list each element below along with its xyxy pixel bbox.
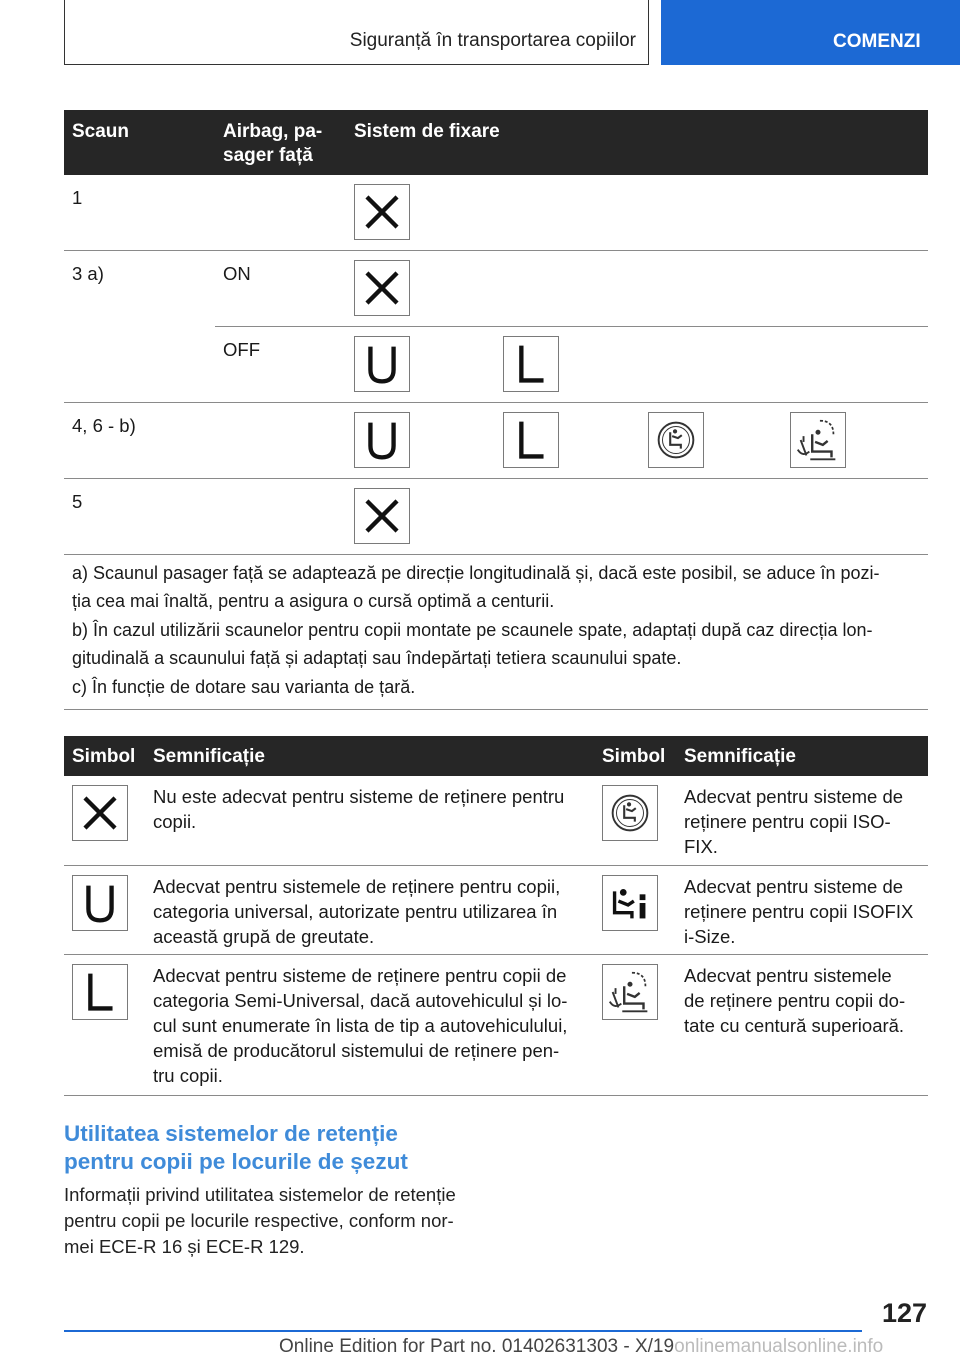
section-tab-label: COMENZI	[833, 31, 921, 52]
section-heading-line: pentru copii pe locurile de șezut	[64, 1149, 408, 1174]
meaning-line: emisă de producătorul sistemului de reținere pen-	[153, 1040, 560, 1061]
header-frame	[64, 0, 649, 65]
note-line: ția cea mai înaltă, pentru a asigura o cursă optimă a centurii.	[72, 591, 555, 611]
header-fixing-system: Sistem de fixare	[354, 121, 500, 142]
section-body	[64, 1182, 484, 1260]
section-body-line: Informații privind utilitatea sistemelor de retenție	[64, 1184, 456, 1205]
note-line: a) Scaunul pasager față se adaptează pe direcție longitudinală și, dacă este posibil, se aduce în pozi-	[72, 563, 880, 583]
seat-table-row	[64, 327, 928, 403]
section-heading-line: Utilitatea sistemelor de retenție	[64, 1121, 398, 1146]
header-meaning-left: Semnificație	[153, 746, 265, 767]
symbol-table-row	[64, 955, 928, 1096]
meaning-line: această grupă de greutate.	[153, 926, 375, 947]
seat-table-row	[64, 479, 928, 555]
meaning-line: i-Size.	[684, 926, 736, 947]
universal-u-icon	[72, 875, 128, 931]
top-tether-strap-icon	[790, 412, 846, 468]
not-suitable-x-icon	[354, 184, 410, 240]
meaning-right	[684, 874, 928, 949]
section-body-line: pentru copii pe locurile respective, conform nor-	[64, 1210, 454, 1231]
meaning-left	[153, 874, 593, 949]
seat-table-row	[64, 251, 928, 327]
meaning-line: FIX.	[684, 836, 718, 857]
meaning-right	[684, 963, 928, 1038]
section-body-line: mei ECE-R 16 și ECE-R 129.	[64, 1236, 305, 1257]
footer-edition: Online Edition for Part no. 01402631303 - X/19	[279, 1336, 675, 1357]
not-suitable-x-icon	[354, 260, 410, 316]
semi-universal-l-icon	[72, 964, 128, 1020]
seat-table-row	[64, 403, 928, 479]
seat-cell: 3 a)	[72, 263, 104, 284]
header-seat: Scaun	[72, 121, 130, 142]
meaning-line: de reținere pentru copii do-	[684, 990, 906, 1011]
airbag-cell: OFF	[223, 339, 260, 360]
meaning-line: Adecvat pentru sistemele de reținere pentru copii,	[153, 876, 561, 897]
meaning-line: tate cu centură superioară.	[684, 1015, 905, 1036]
footer-watermark: onlinemanualsonline.info	[674, 1336, 884, 1357]
isofix-icon	[648, 412, 704, 468]
universal-u-icon	[354, 336, 410, 392]
meaning-line: tru copii.	[153, 1065, 223, 1086]
meaning-line: Adecvat pentru sisteme de reținere pentru copii de	[153, 965, 567, 986]
seat-cell: 5	[72, 491, 83, 512]
header-airbag: Airbag, pa- sager față	[223, 121, 323, 166]
airbag-cell: ON	[223, 263, 251, 284]
meaning-left	[153, 784, 593, 834]
symbol-table	[64, 736, 928, 1096]
not-suitable-x-icon	[72, 785, 128, 841]
meaning-line: Nu este adecvat pentru sisteme de reținere pentru	[153, 786, 565, 807]
isofix-icon	[602, 785, 658, 841]
header-symbol-right: Simbol	[602, 746, 666, 767]
universal-u-icon	[354, 412, 410, 468]
page-number: 127	[881, 1298, 927, 1328]
meaning-line: reținere pentru copii ISO-	[684, 811, 891, 832]
seat-table-header	[64, 110, 928, 175]
notes-block	[64, 555, 928, 701]
symbol-table-row	[64, 776, 928, 866]
seat-table	[64, 110, 928, 710]
meaning-line: reținere pentru copii ISOFIX	[684, 901, 914, 922]
section-tab[interactable]	[661, 0, 960, 65]
meaning-right	[684, 784, 928, 859]
meaning-line: copii.	[153, 811, 197, 832]
meaning-left	[153, 963, 593, 1088]
top-tether-strap-icon	[602, 964, 658, 1020]
symbol-table-row	[64, 866, 928, 955]
footer-divider	[64, 1330, 862, 1332]
symbol-table-header	[64, 736, 928, 776]
chapter-title: Siguranță în transportarea copiilor	[349, 30, 636, 51]
seat-cell: 4, 6 - b)	[72, 415, 136, 436]
meaning-line: Adecvat pentru sisteme de	[684, 876, 904, 897]
seat-table-row	[64, 175, 928, 251]
header-meaning-right: Semnificație	[684, 746, 796, 767]
semi-universal-l-icon	[503, 412, 559, 468]
note-line: c) În funcție de dotare sau varianta de țară.	[72, 677, 416, 697]
isofix-i-size-icon	[602, 875, 658, 931]
seat-cell: 1	[72, 187, 83, 208]
meaning-line: Adecvat pentru sisteme de	[684, 786, 904, 807]
note-line: gitudinală a scaunului față și adaptați sau îndepărtați tetiera scaunului spate.	[72, 648, 682, 668]
semi-universal-l-icon	[503, 336, 559, 392]
not-suitable-x-icon	[354, 488, 410, 544]
header-symbol-left: Simbol	[72, 746, 136, 767]
meaning-line: Adecvat pentru sistemele	[684, 965, 892, 986]
meaning-line: cul sunt enumerate în lista de tip a autovehiculului,	[153, 1015, 568, 1036]
meaning-line: categoria universal, autorizate pentru utilizarea în	[153, 901, 558, 922]
footer	[279, 1336, 883, 1358]
section-heading	[64, 1120, 408, 1176]
note-line: b) În cazul utilizării scaunelor pentru copii montate pe scaunele spate, adaptați după caz direcția lon-	[72, 620, 873, 640]
table-notes	[64, 555, 928, 710]
meaning-line: categoria Semi-Universal, dacă autovehiculul și lo-	[153, 990, 568, 1011]
